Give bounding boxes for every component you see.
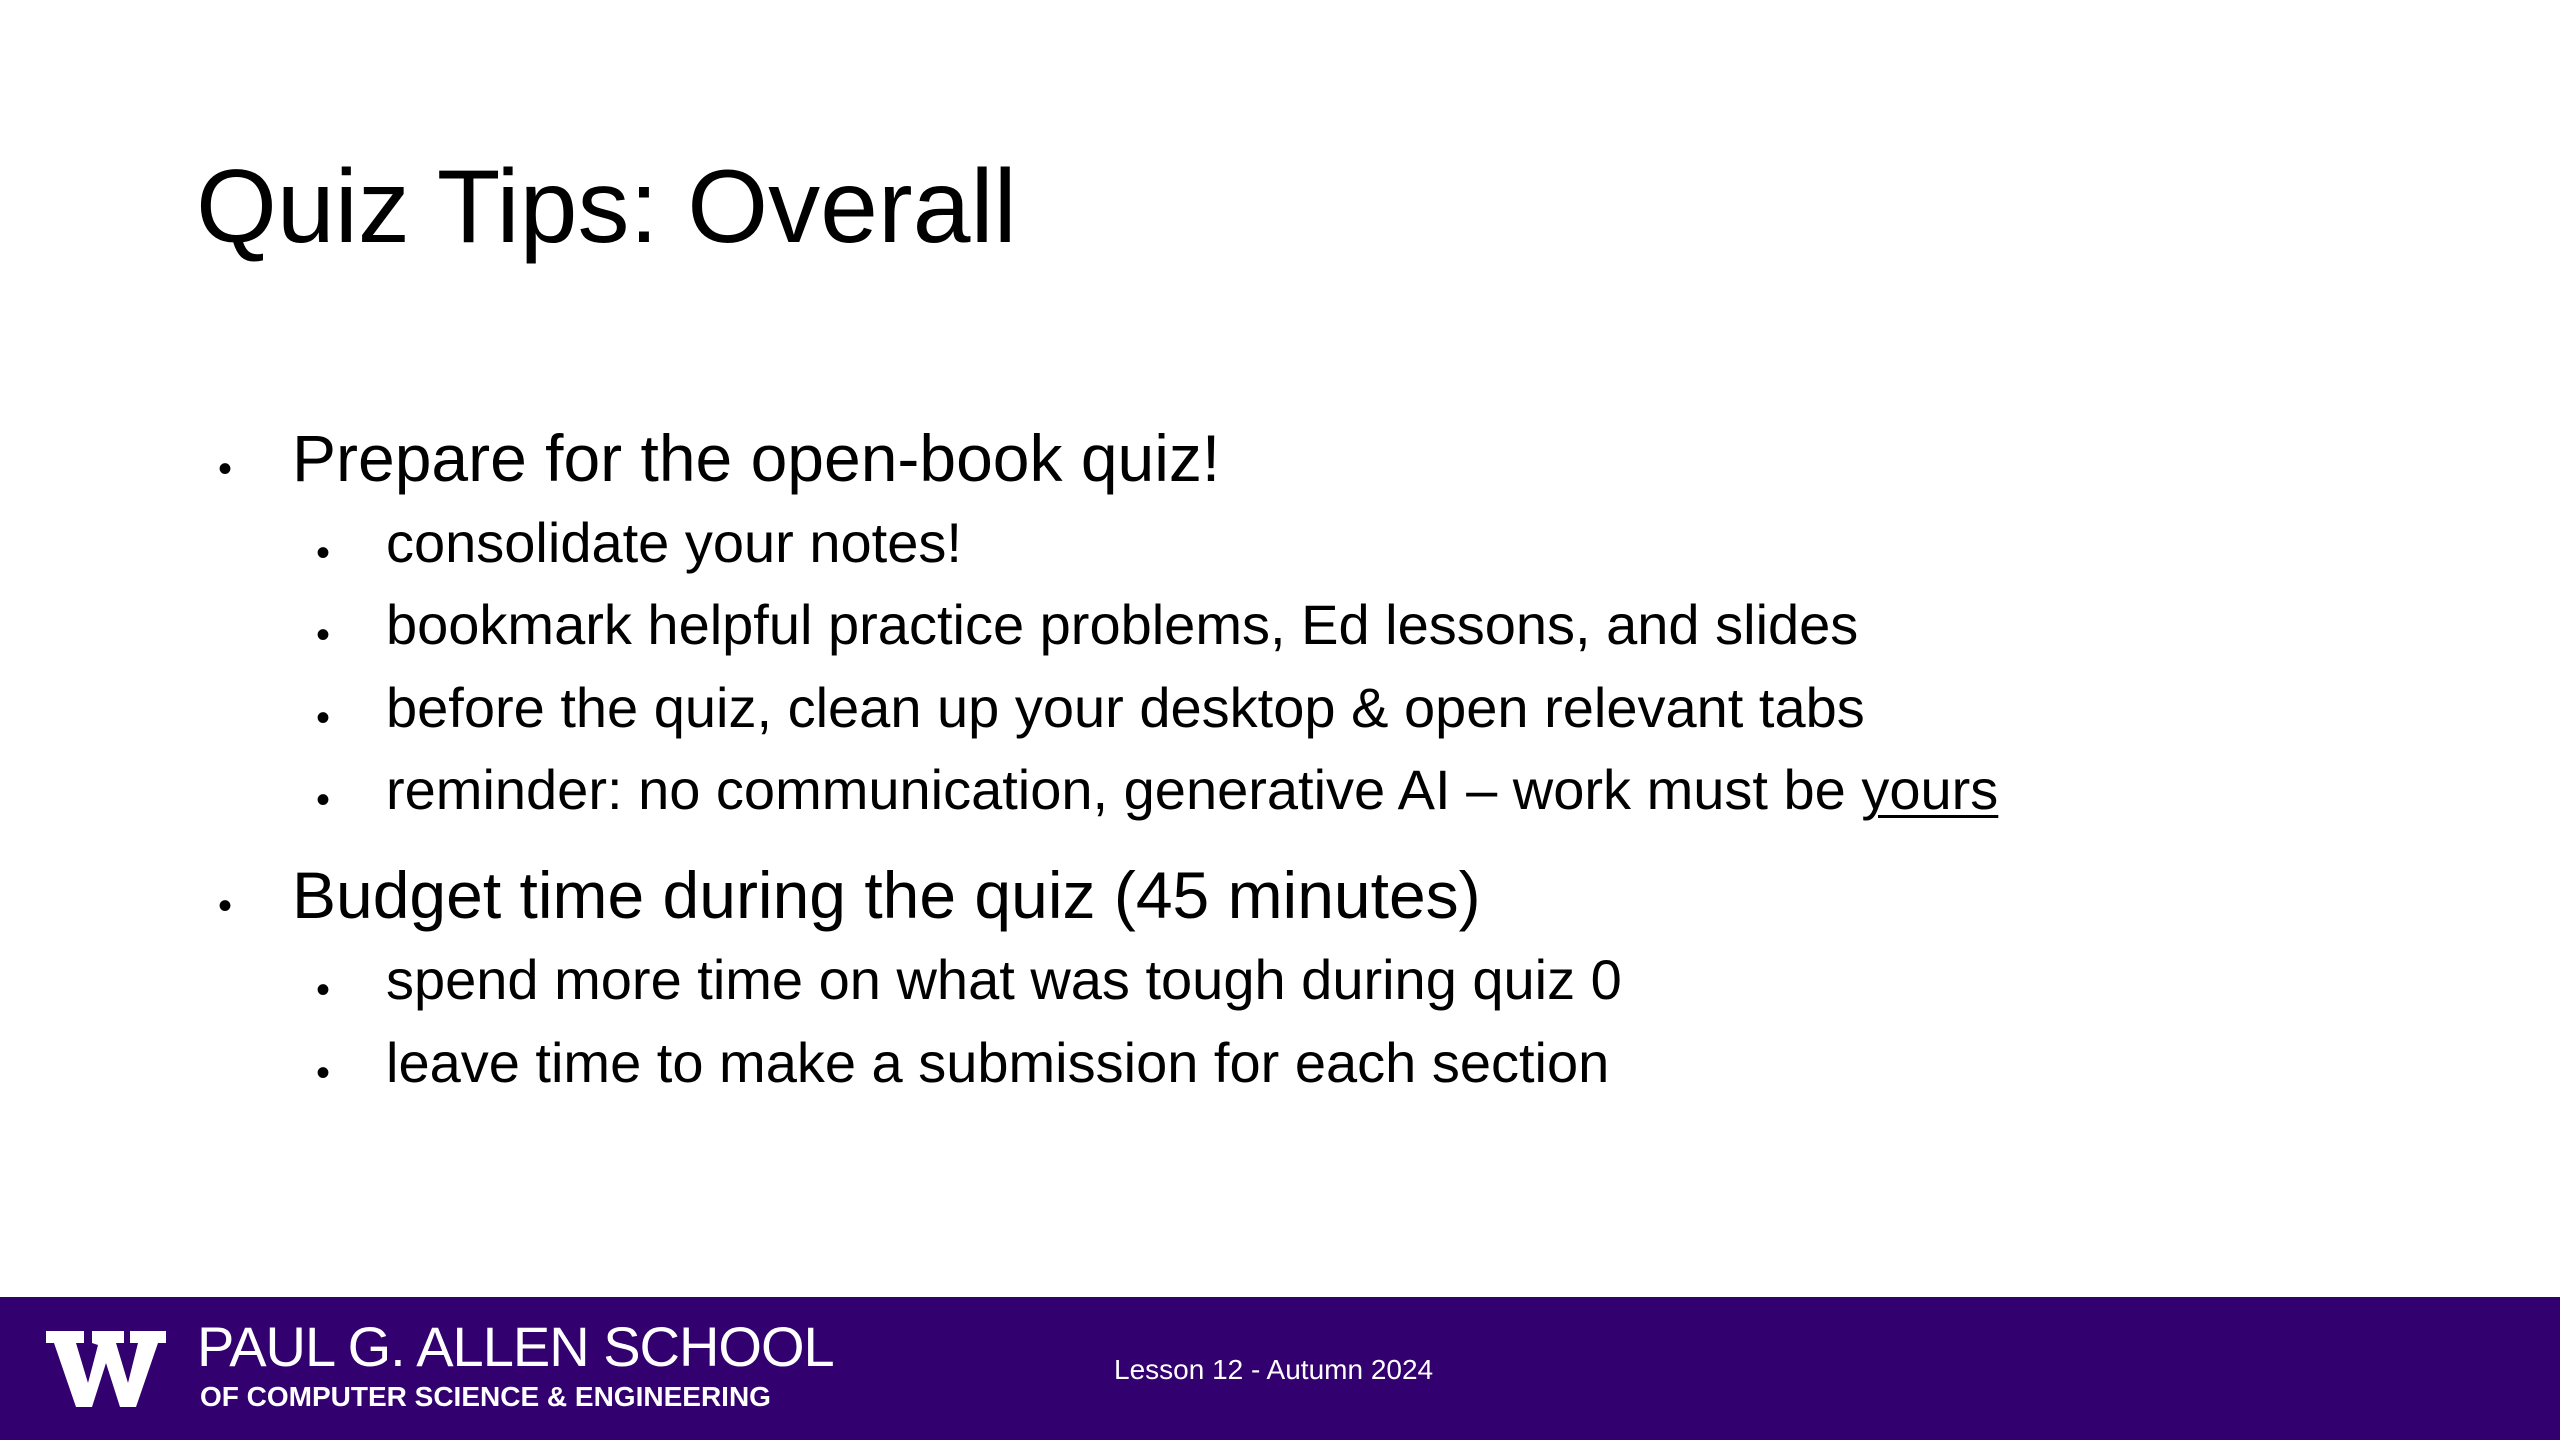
lesson-label: Lesson 12 - Autumn 2024: [1114, 1354, 1434, 1385]
uw-w-logo-icon: [46, 1323, 166, 1411]
school-subtitle: OF COMPUTER SCIENCE & ENGINEERING: [200, 1381, 771, 1412]
bullet-dot-icon: •: [316, 531, 331, 575]
footer-bar: [0, 1297, 2560, 1440]
bullet-dot-icon: •: [316, 696, 331, 740]
bullet-dot-icon: •: [316, 778, 331, 822]
bullet-dot-icon: •: [316, 968, 331, 1012]
bullet-text: Prepare for the open-book quiz!: [292, 421, 1221, 495]
bullet-dot-icon: •: [218, 884, 233, 928]
sub-bullet-text: leave time to make a submission for each section: [386, 1031, 1610, 1094]
sub-bullet-text: [386, 758, 1999, 821]
sub-bullet-text-prefix: reminder: no communication, generative AI – work must be: [386, 758, 1862, 821]
sub-bullet-text: spend more time on what was tough during quiz 0: [386, 948, 1622, 1011]
slide-title: Quiz Tips: Overall: [196, 149, 1017, 265]
sub-bullet-text: bookmark helpful practice problems, Ed lessons, and slides: [386, 593, 1859, 656]
sub-bullet-text: before the quiz, clean up your desktop & open relevant tabs: [386, 676, 1865, 739]
school-name: PAUL G. ALLEN SCHOOL: [197, 1315, 834, 1378]
bullet-dot-icon: •: [316, 1051, 331, 1095]
bullet-dot-icon: •: [316, 613, 331, 657]
bullet-text: Budget time during the quiz (45 minutes): [292, 858, 1481, 932]
sub-bullet-text: consolidate your notes!: [386, 511, 962, 574]
emphasis-yours: yours: [1861, 758, 1999, 821]
bullet-dot-icon: •: [218, 447, 233, 491]
